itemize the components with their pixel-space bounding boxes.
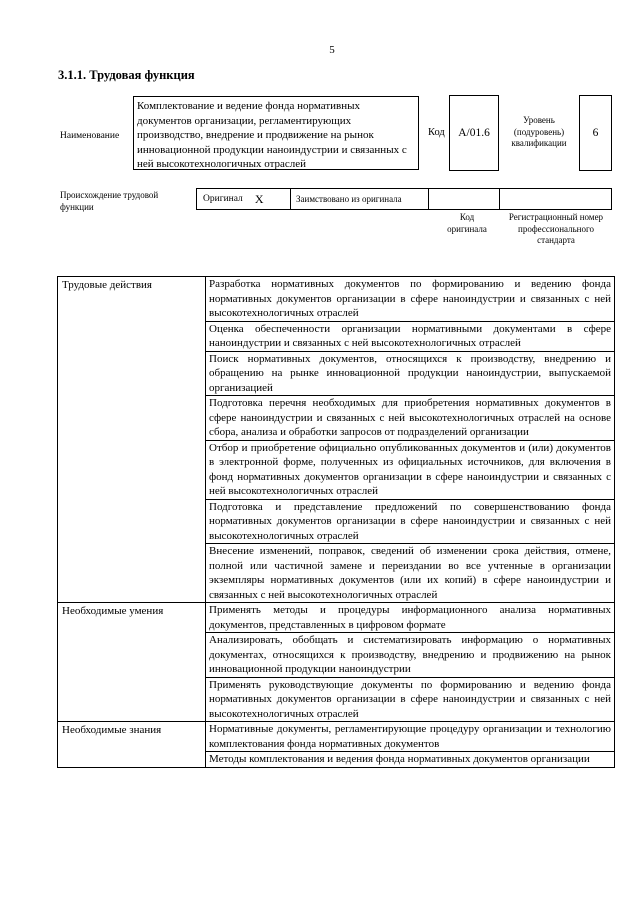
item-skills: Применять методы и процедуры информационного анализа нормативных документов, представленных в цифровом формате — [206, 603, 615, 633]
item-skills: Анализировать, обобщать и систематизировать информацию о нормативных документах, относящихся к производству, внедрению и продвижению на рынок инновационной продукции наноиндустрии — [206, 633, 615, 678]
origin-row — [196, 188, 612, 210]
registration-number-caption: Регистрационный номер профессионального стандарта — [508, 212, 604, 245]
origin-label: Происхождение трудовой функции — [60, 190, 159, 212]
origin-borrowed-cell: Заимствовано из оригинала — [291, 189, 429, 209]
original-label: Оригинал — [203, 194, 243, 204]
page-number: 5 — [329, 44, 335, 56]
origin-original-cell — [197, 189, 291, 209]
item-actions: Оценка обеспеченности организации нормативными документами в сфере наноиндустрии и связанных с ней высокотехнологичных отраслей — [206, 321, 615, 351]
level-label: Уровень (подуровень) квалификации — [511, 115, 567, 148]
section-header-knowledge: Необходимые знания — [58, 722, 206, 768]
table-row — [58, 277, 615, 322]
code-label: Код — [428, 127, 445, 138]
original-mark: X — [254, 191, 264, 206]
section-header-actions: Трудовые действия — [58, 277, 206, 603]
item-actions: Поиск нормативных документов, относящихся к производству, внедрению и обращению на рынке инновационной продукции наноиндустрии, выпускаемой организацией — [206, 351, 615, 396]
name-label: Наименование — [60, 131, 120, 141]
function-name-box: Комплектование и ведение фонда нормативных документов организации, регламентирующих производство, внедрение и продвижение на рынок инновационной продукции наноиндустрии и связанных с ней высокотехнологичных отраслей — [133, 96, 419, 170]
origin-reg-cell — [500, 189, 611, 209]
item-actions: Подготовка перечня необходимых для приобретения нормативных документов в сфере наноиндустрии и связанных с ней высокотехнологичных отраслей на основе сбора, анализа и обработки запросов от подразделений организации — [206, 396, 615, 441]
item-actions: Внесение изменений, поправок, сведений об изменении срока действия, отмене, полной или частичной замене и переиздании во все учтенные в организации экземпляры нормативных документов (или их копий) в сфере наноиндустрии и связанных с ней высокотехнологичных отраслей — [206, 544, 615, 603]
function-details-table — [57, 276, 615, 768]
item-actions: Разработка нормативных документов по формированию и ведению фонда нормативных документов организации в сфере наноиндустрии и связанных с ней высокотехнологичных отраслей — [206, 277, 615, 322]
function-code-box: A/01.6 — [449, 95, 499, 171]
section-header-skills: Необходимые умения — [58, 603, 206, 722]
item-knowledge: Методы комплектования и ведения фонда нормативных документов организации — [206, 752, 615, 768]
section-title: 3.1.1. Трудовая функция — [58, 68, 195, 82]
qualification-level-box: 6 — [579, 95, 612, 171]
item-knowledge: Нормативные документы, регламентирующие процедуру организации и технологию комплектования фонда нормативных документов — [206, 722, 615, 752]
item-actions: Подготовка и представление предложений по совершенствованию фонда нормативных документов организации в сфере наноиндустрии и связанных с ней высокотехнологичных отраслей — [206, 499, 615, 544]
item-actions: Отбор и приобретение официально опубликованных документов и (или) документов в электронной форме, полученных из официальных источников, для включения в фонд нормативных документов организации в сфере наноиндустрии и связанных с ней высокотехнологичных отраслей — [206, 440, 615, 499]
table-row — [58, 722, 615, 752]
origin-code-cell — [429, 189, 500, 209]
code-original-caption: Код оригинала — [447, 212, 487, 234]
item-skills: Применять руководствующие документы по формированию и ведению фонда нормативных документов организации в сфере наноиндустрии и связанных с ней высокотехнологичных отраслей — [206, 677, 615, 722]
table-row — [58, 603, 615, 633]
